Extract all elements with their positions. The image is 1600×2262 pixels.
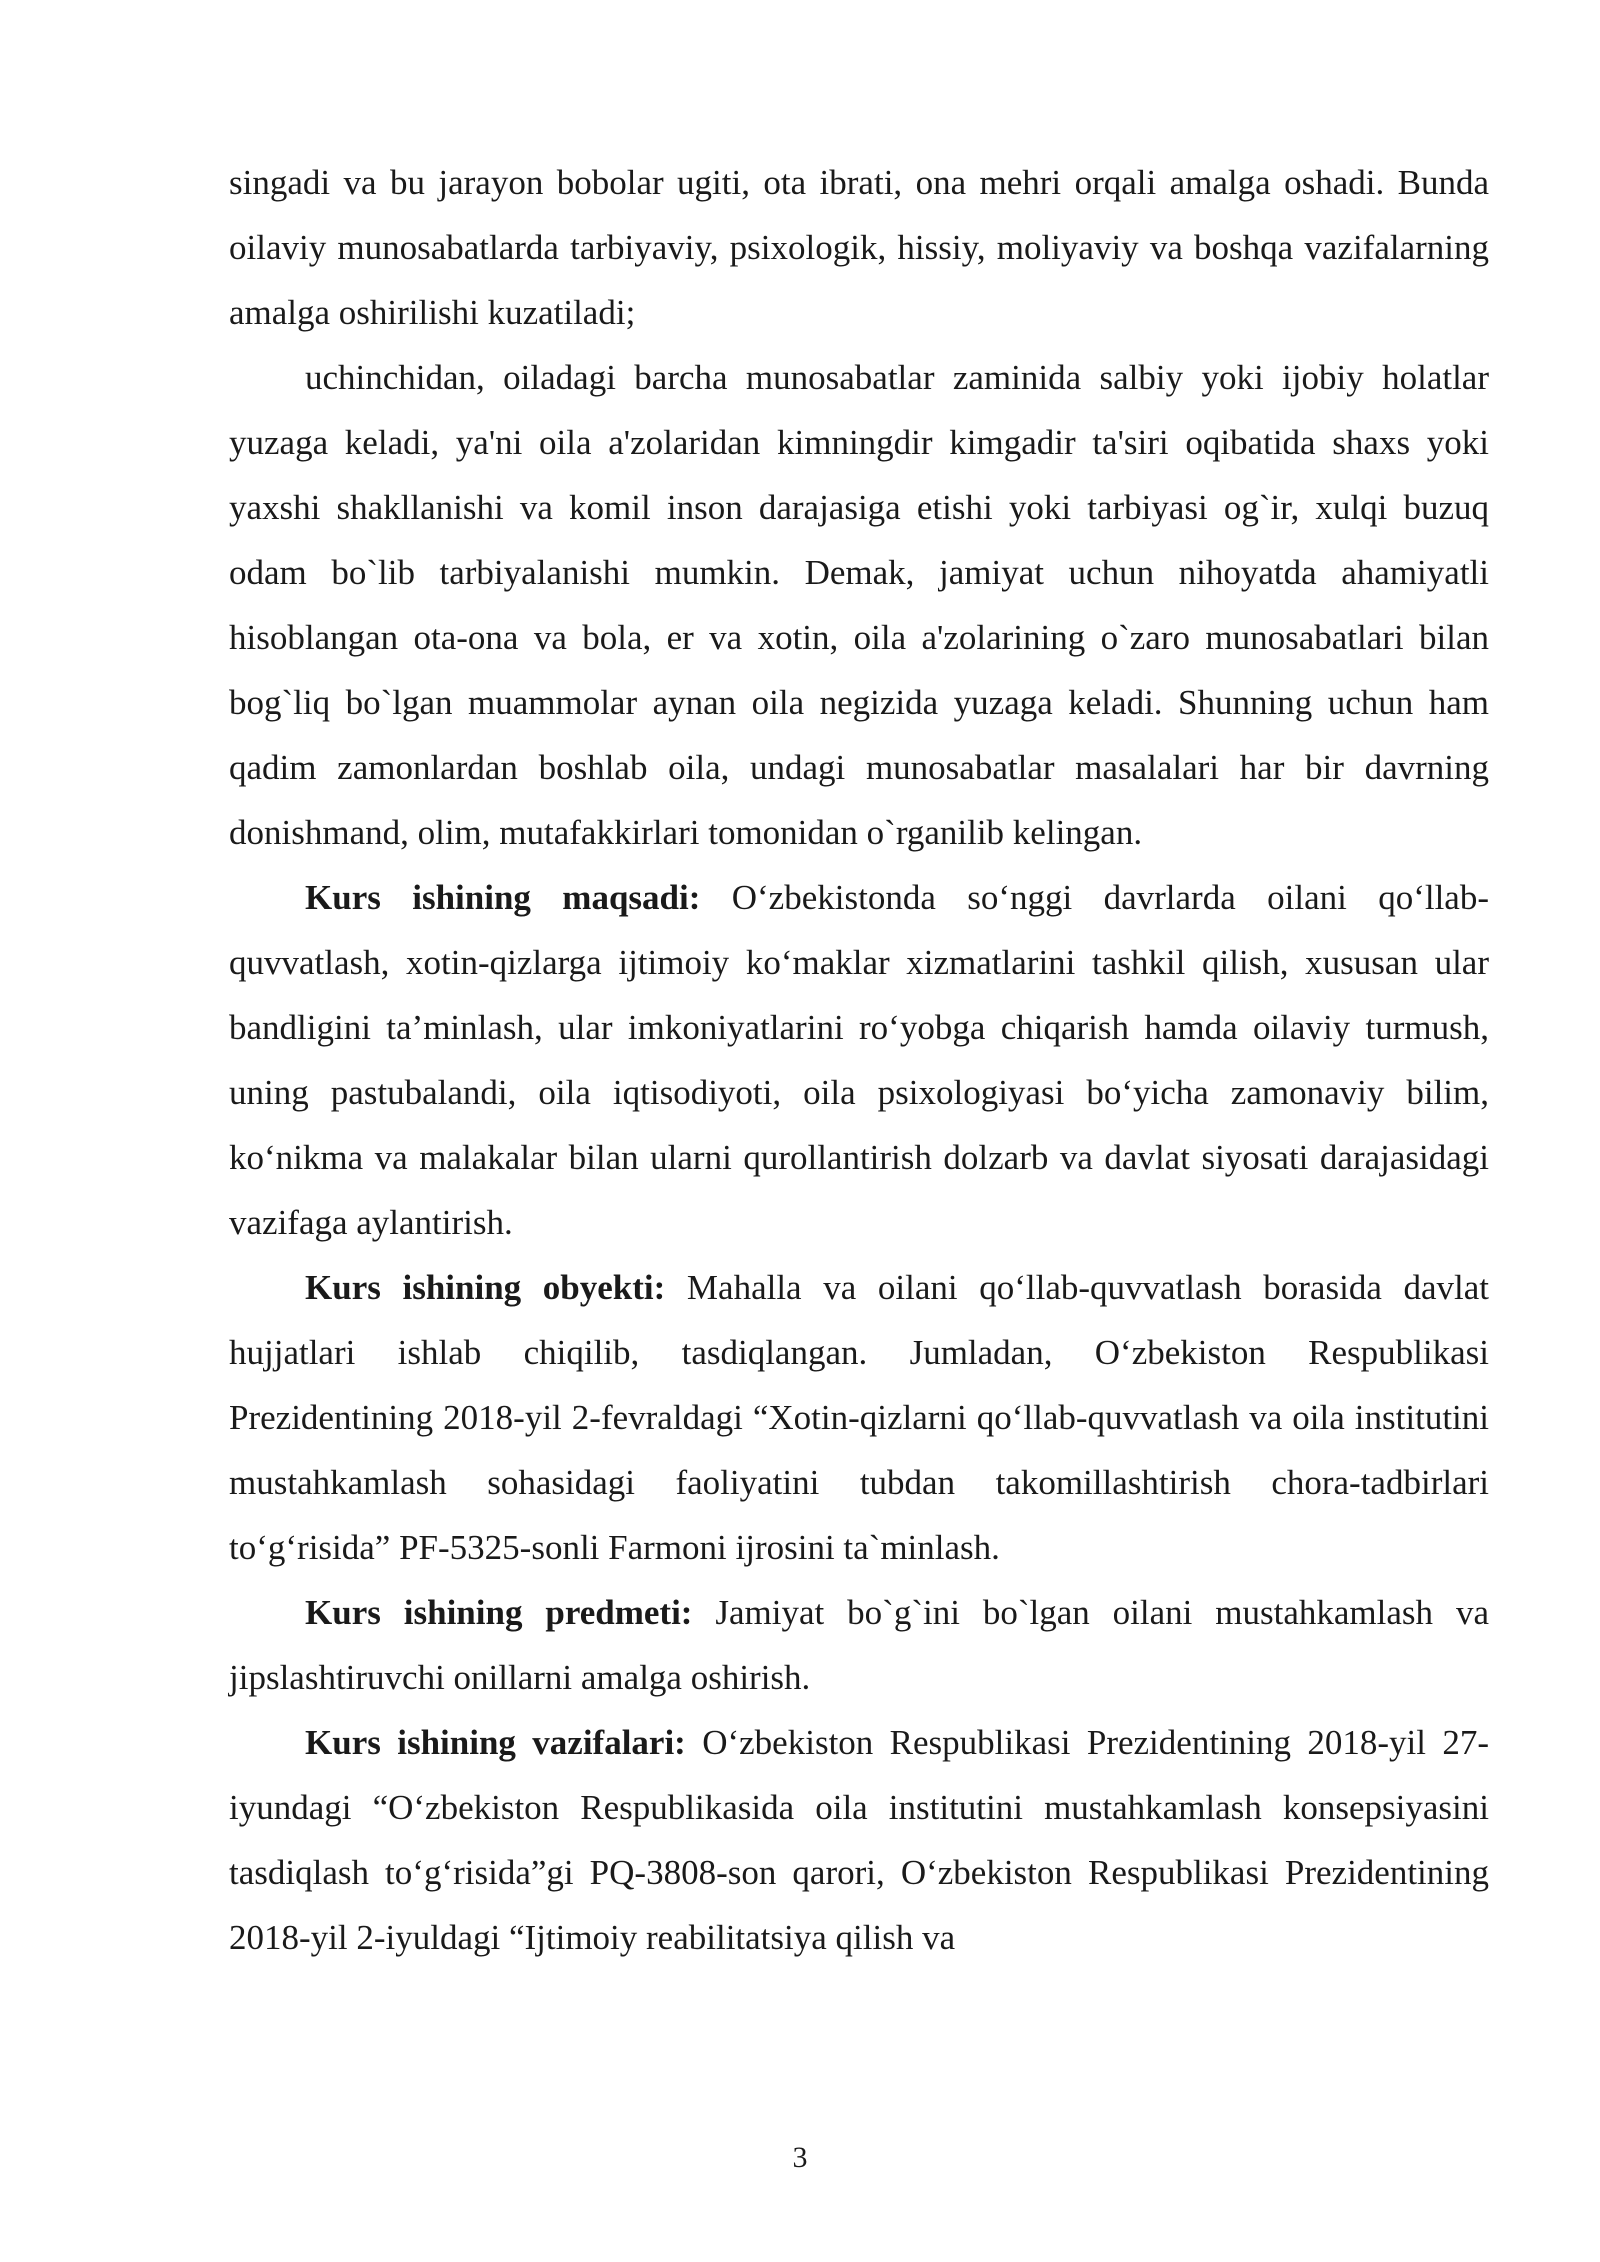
paragraph-predmeti xyxy=(229,1580,1489,1710)
paragraph-heading: Kurs ishining maqsadi: xyxy=(305,878,701,917)
paragraph-text: uchinchidan, oiladagi barcha munosabatlar zaminida salbiy yoki ijobiy holatlar yuzaga keladi, ya'ni oila a'zolaridan kimningdir kimgadir ta'siri oqibatida shaxs yoki yaxshi shakllanishi va komil inson darajasiga etishi yoki tarbiyasi og`ir, xulqi buzuq odam bo`lib tarbiyalanishi mumkin. Demak, jamiyat uchun nihoyatda ahamiyatli hisoblangan ota-ona va bola, er va xotin, oila a'zolarining o`zaro munosabatlari bilan bog`liq bo`lgan muammolar aynan oila negizida yuzaga keladi. Shunning uchun ham qadim zamonlardan boshlab oila, undagi munosabatlar masalalari har bir davrning donishmand, olim, mutafakkirlari tomonidan o`rganilib kelingan. xyxy=(229,358,1489,852)
paragraph-maqsadi xyxy=(229,865,1489,1255)
paragraph-text: Mahalla va oilani qo‘llab-quvvatlash borasida davlat hujjatlari ishlab chiqilib, tasdiqlangan. Jumladan, O‘zbekiston Respublikasi Prezidentining 2018-yil 2-fevraldagi “Xotin-qizlarni qo‘llab-quvvatlash va oila institutini mustahkamlash sohasidagi faoliyatini tubdan takomillashtirish chora-tadbirlari to‘g‘risida” PF-5325-sonli Farmoni ijrosini ta`minlash. xyxy=(229,1268,1489,1567)
body-text xyxy=(229,150,1489,1970)
paragraph-text: O‘zbekiston Respublikasi Prezidentining 2018-yil 27-iyundagi “O‘zbekiston Respublikasida oila institutini mustahkamlash konsepsiyasini tasdiqlash to‘g‘risida”gi PQ-3808-son qarori, O‘zbekiston Respublikasi Prezidentining 2018-yil 2-iyuldagi “Ijtimoiy reabilitatsiya qilish va xyxy=(229,1723,1489,1957)
paragraph-heading: Kurs ishining obyekti: xyxy=(305,1268,666,1307)
paragraph-uchinchidan xyxy=(229,345,1489,865)
paragraph-obyekti xyxy=(229,1255,1489,1580)
paragraph-vazifalari xyxy=(229,1710,1489,1970)
paragraph-text: Jamiyat bo`g`ini bo`lgan oilani mustahkamlash va jipslashtiruvchi onillarni amalga oshirish. xyxy=(229,1593,1489,1697)
paragraph-heading: Kurs ishining predmeti: xyxy=(305,1593,693,1632)
paragraph-continuation xyxy=(229,150,1489,345)
paragraph-text: singadi va bu jarayon bobolar ugiti, ota ibrati, ona mehri orqali amalga oshadi. Bunda oilaviy munosabatlarda tarbiyaviy, psixologik, hissiy, moliyaviy va boshqa vazifalarning amalga oshirilishi kuzatiladi; xyxy=(229,163,1489,332)
page-number: 3 xyxy=(792,2141,808,2174)
paragraph-text: O‘zbekistonda so‘nggi davrlarda oilani qo‘llab-quvvatlash, xotin-qizlarga ijtimoiy ko‘maklar xizmatlarini tashkil qilish, xususan ular bandligini ta’minlash, ular imkoniyatlarini ro‘yobga chiqarish hamda oilaviy turmush, uning pastubalandi, oila iqtisodiyoti, oila psixologiyasi bo‘yicha zamonaviy bilim, ko‘nikma va malakalar bilan ularni qurollantirish dolzarb va davlat siyosati darajasidagi vazifaga aylantirish. xyxy=(229,878,1489,1242)
paragraph-heading: Kurs ishining vazifalari: xyxy=(305,1723,686,1762)
